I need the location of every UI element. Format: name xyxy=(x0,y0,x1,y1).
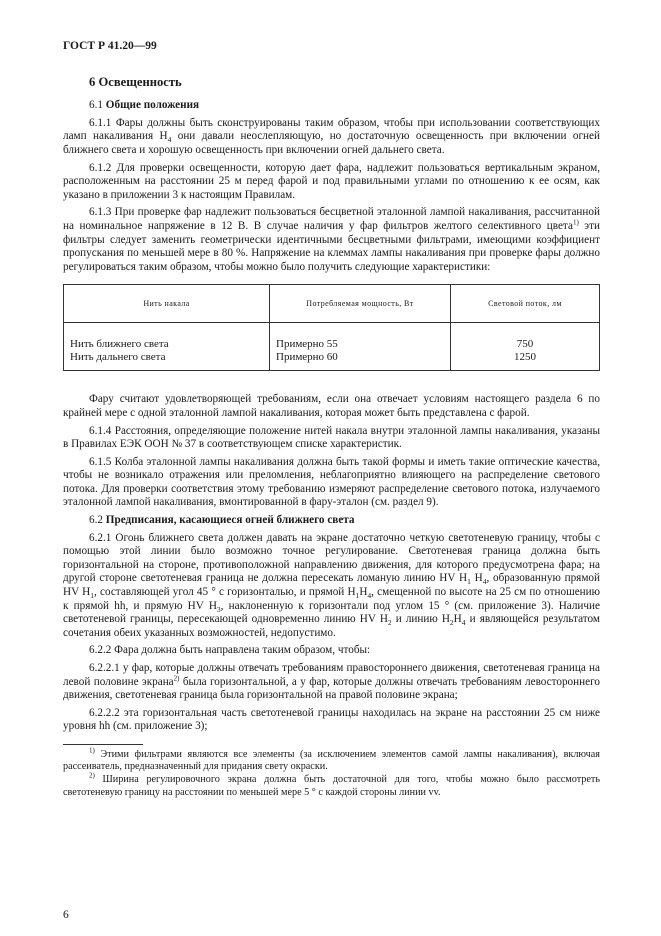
document-header: ГОСТ Р 41.20—99 xyxy=(63,40,157,52)
clause-6-1-4: 6.1.4 Расстояния, определяющие положение нитей накала внутри эталонной лампы накаливания, указаны в Правилах ЕЭК ООН № 37 в соответствующем списке характеристик. xyxy=(63,424,600,451)
power-low-beam: Примерно 55 xyxy=(276,338,338,351)
clause-6-2-2: 6.2.2 Фара должна быть направлена таким образом, чтобы: xyxy=(89,644,371,657)
power-high-beam: Примерно 60 xyxy=(276,350,338,363)
table-header-filament: Нить накала xyxy=(64,285,270,323)
filament-characteristics-table xyxy=(63,284,600,371)
clause-6-1-5: 6.1.5 Колба эталонной лампы накаливания должна быть такой формы и иметь такие оптические качества, чтобы не возникало отражения или преломления, неблагоприятно влияющего на распределение светового потока. Для проверки соответствия этому требованию измеряют распределение светового потока, излучаемого эталонной лампой накаливания, вмонтированной в фару-эталон (см. раздел 9). xyxy=(63,455,600,509)
footnotes xyxy=(63,746,600,799)
clause-6-2-2-1: 6.2.2.1 у фар, которые должны отвечать требованиям правостороннего движения, светотеневая граница на левой половине экрана$^{2)}$ была горизонтальной, а у фар, которые должны отвечать требованиям левостороннего движения, светотеневая граница была горизонтальной на правой половине экрана; xyxy=(63,662,600,702)
filament-high-beam: Нить дальнего света xyxy=(70,350,166,363)
clause-6-1-1: 6.1.1 Фары должны быть сконструированы таким образом, чтобы при использовании соответствующих ламп накаливания $H_4$ они давали неослепляющую, но достаточную освещенность при включении огней ближнего света и хорошую освещенность при включении огней дальнего света. xyxy=(63,116,600,156)
table-row xyxy=(64,323,600,371)
table-cell-filament xyxy=(64,323,270,371)
table-cell-flux xyxy=(451,323,600,371)
subsection-6-1-number: 6.1 xyxy=(89,99,103,112)
footnote-divider xyxy=(63,744,143,745)
section-title: 6 Освещенность xyxy=(89,74,182,89)
filament-low-beam: Нить ближнего света xyxy=(70,338,169,351)
table-header-flux: Световой поток, лм xyxy=(451,285,600,323)
footnote-2: $^{2)}$ Ширина регулировочного экрана должна быть достаточной для того, чтобы можно было рассмотреть светотеневую границу на расстоянии по меньшей мере 5 ° с каждой стороны линии vv. xyxy=(63,771,600,798)
subsection-6-2-heading xyxy=(63,514,600,528)
flux-high-beam: 1250 xyxy=(514,350,536,363)
paragraph-after-table: Фару считают удовлетворяющей требованиям, если она отвечает условиям настоящего раздела 6 по крайней мере с одной эталонной лампой накаливания, которая может быть представлена с фарой. xyxy=(63,393,600,419)
clause-6-2-2-2: 6.2.2.2 эта горизонтальная часть светотеневой границы находилась на экране на расстоянии 25 см ниже уровня hh (см. приложение 3); xyxy=(63,706,600,733)
clause-6-1-2: 6.1.2 Для проверки освещенности, которую дает фара, надлежит пользоваться вертикальным экраном, расположенным на расстоянии 25 м перед фарой и под правильными углами по отношению к ее осям, как указано в приложении 3 к настоящим Правилам. xyxy=(63,161,600,201)
footnote-1: $^{1)}$ Этими фильтрами являются все элементы (за исключением элементов самой лампы накаливания), включая рассеиватель, предназначенный для придания свету окраски. xyxy=(63,746,600,773)
table-header-row xyxy=(64,285,600,323)
flux-low-beam: 750 xyxy=(516,338,534,351)
clause-6-2-1: 6.2.1 Огонь ближнего света должен давать на экране достаточно четкую светотеневую границу, чтобы с помощью этой линии было возможно точное регулирование. Светотеневая граница должна быть горизонтальной на стороне, противоположной направлению движения, для которого предусмотрена фара; на другой стороне светотеневая граница не должна пересекать ломаную линию HV $H_1$ $H_4$, образованную прямой HV $H_1$, составляющей угол 45 ° с горизонталью, и прямой $H_1H_4$, смещенной по высоте на 25 см по отношению к прямой hh, и прямую HV $H_3$, наклоненную к горизонтали под углом 15 ° (см. приложение 3). Наличие светотеневой границы, пересекающей одновременно линию HV $H_2$ и линию $H_2H_4$ и являющейся результатом сочетания обеих указанных возможностей, недопустимо. xyxy=(63,531,601,639)
subsection-6-1-heading xyxy=(63,99,600,113)
page xyxy=(63,40,600,799)
page-number: 6 xyxy=(63,909,69,921)
clause-6-1-3: 6.1.3 При проверке фар надлежит пользоваться бесцветной эталонной лампой накаливания, рассчитанной на номинальное напряжение в 12 В. В случае наличия у фар фильтров желтого селективного цвета$^{1)}$ эти фильтры следует заменить геометрически идентичными бесцветными фильтрами, имеющими коэффициент пропускания по меньшей мере в 80 %. Напряжение на клеммах лампы накаливания при проверке фары должно регулироваться таким образом, чтобы можно было получить следующие характеристики: xyxy=(63,206,600,273)
subsection-6-2-number: 6.2 xyxy=(89,514,103,527)
subsection-6-2-title: Предписания, касающиеся огней ближнего света xyxy=(105,514,355,527)
table-cell-power xyxy=(270,323,451,371)
subsection-6-1-title: Общие положения xyxy=(105,99,200,112)
table-header-power: Потребляемая мощность, Вт xyxy=(270,285,451,323)
